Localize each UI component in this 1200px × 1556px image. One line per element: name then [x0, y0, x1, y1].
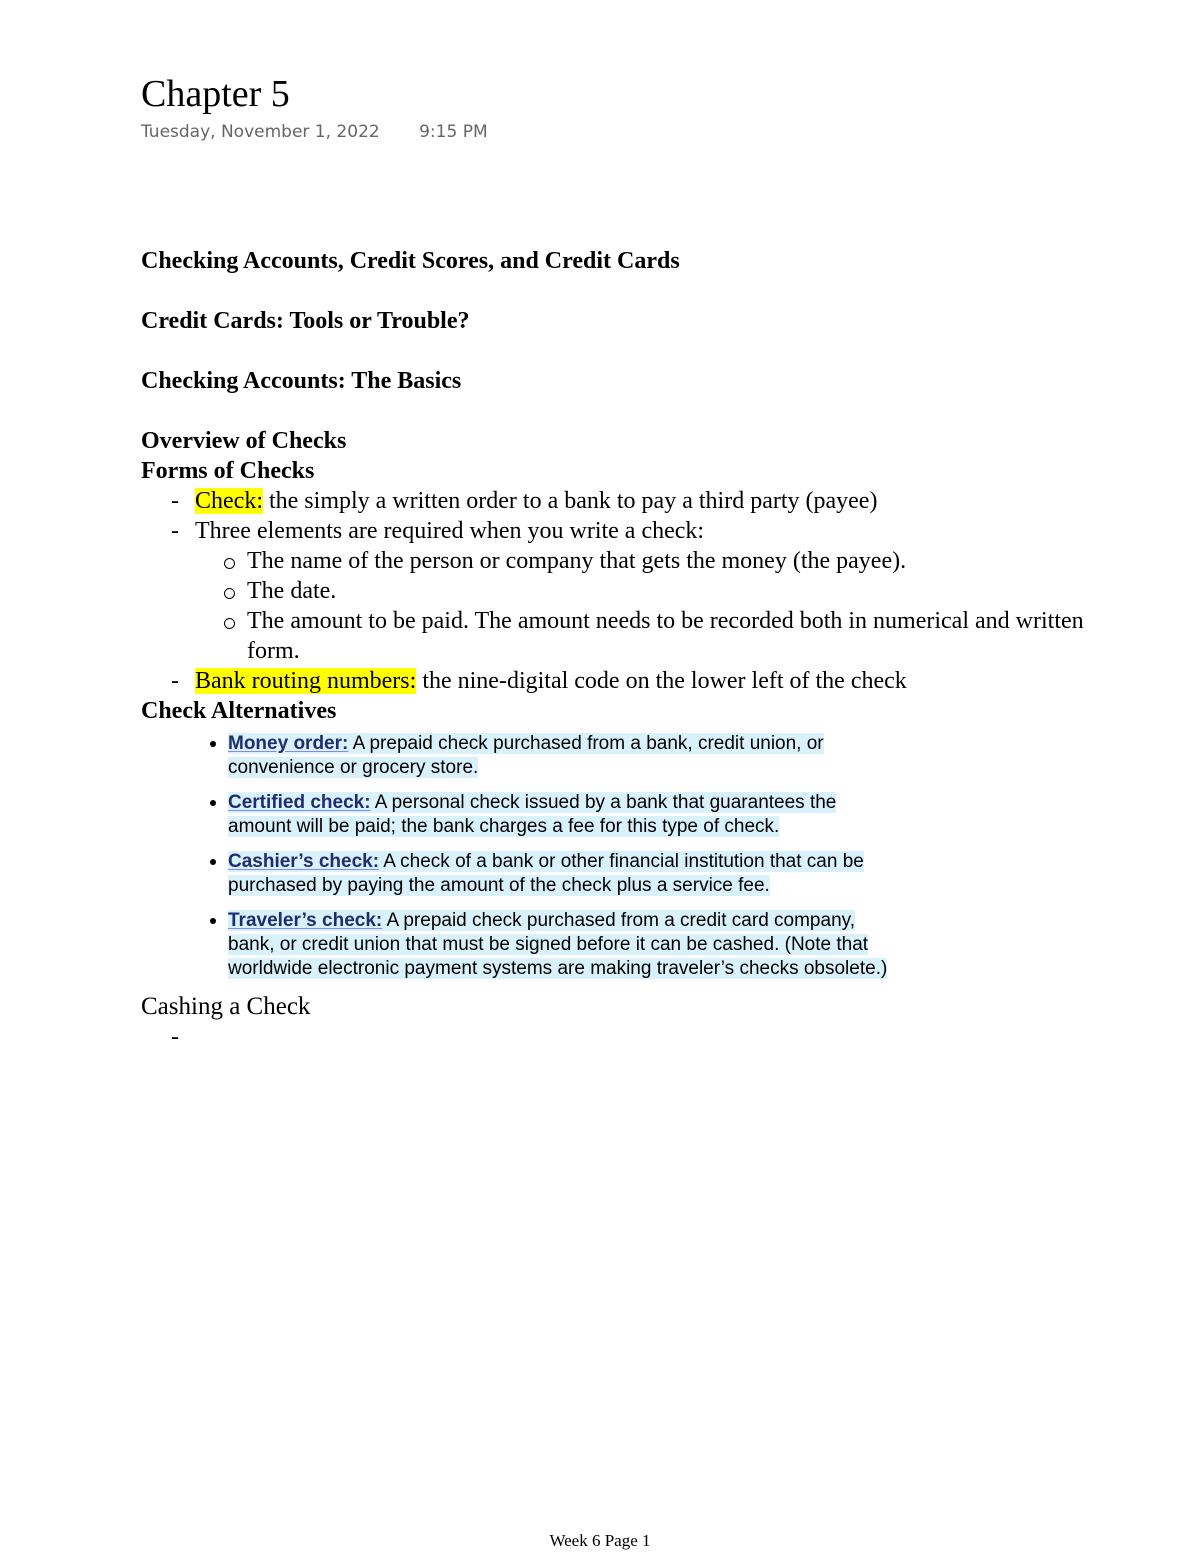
note-content[interactable] — [141, 246, 1141, 1052]
list-item: The amount to be paid. The amount needs to be recorded both in numerical and written form. — [223, 606, 1141, 666]
check-alternatives-image — [203, 732, 893, 981]
alt-def: A prepaid check purchased from a credit card company, bank, or credit union that must be signed before it can be cashed. (Note that worldwide electronic payment systems are making traveler’s checks obsolete.) — [228, 910, 888, 979]
alt-term: Certified check: — [228, 792, 371, 813]
alt-def: A check of a bank or other financial institution that can be purchased by paying the amount of the check plus a service fee. — [228, 851, 864, 896]
page-footer: Week 6 Page 1 — [549, 1531, 651, 1550]
heading-forms-checks: Forms of Checks — [141, 458, 315, 484]
list-item — [203, 732, 893, 780]
def-routing: the nine-digital code on the lower left of the check — [416, 668, 907, 694]
page-meta — [141, 122, 488, 142]
three-elements-text: Three elements are required when you write a check: — [195, 518, 705, 544]
list-item: The date. — [223, 576, 1141, 606]
list-item-empty[interactable] — [171, 1022, 1141, 1052]
alt-def: A personal check issued by a bank that guarantees the amount will be paid; the bank charges a fee for this type of check. — [228, 792, 837, 837]
cashing-list — [141, 1022, 1141, 1052]
heading-overview-checks: Overview of Checks — [141, 428, 347, 454]
heading-cashing-check: Cashing a Check — [141, 993, 311, 1020]
heading-credit-cards: Credit Cards: Tools or Trouble? — [141, 308, 470, 334]
list-item-check — [171, 486, 1141, 516]
list-item — [203, 850, 893, 898]
alt-term: Money order: — [228, 733, 349, 754]
term-routing: Bank routing numbers: — [195, 668, 417, 694]
elements-list — [195, 546, 1141, 666]
alt-term: Cashier’s check: — [228, 851, 380, 872]
page-time: 9:15 PM — [419, 122, 488, 142]
term-check: Check: — [195, 488, 263, 514]
list-item-routing — [171, 666, 1141, 696]
list-item: The name of the person or company that gets the money (the payee). — [223, 546, 1141, 576]
heading-main: Checking Accounts, Credit Scores, and Credit Cards — [141, 248, 680, 274]
page-date: Tuesday, November 1, 2022 — [141, 122, 380, 142]
list-item — [203, 791, 893, 839]
page-title: Chapter 5 — [141, 73, 290, 115]
forms-list — [141, 486, 1141, 696]
list-item — [203, 909, 893, 981]
alt-def: A prepaid check purchased from a bank, credit union, or convenience or grocery store. — [228, 733, 824, 778]
list-item-three-elements — [171, 516, 1141, 666]
alt-term: Traveler’s check: — [228, 910, 383, 931]
def-check: the simply a written order to a bank to pay a third party (payee) — [262, 488, 878, 514]
heading-check-alternatives: Check Alternatives — [141, 698, 337, 724]
heading-checking-basics: Checking Accounts: The Basics — [141, 368, 462, 394]
